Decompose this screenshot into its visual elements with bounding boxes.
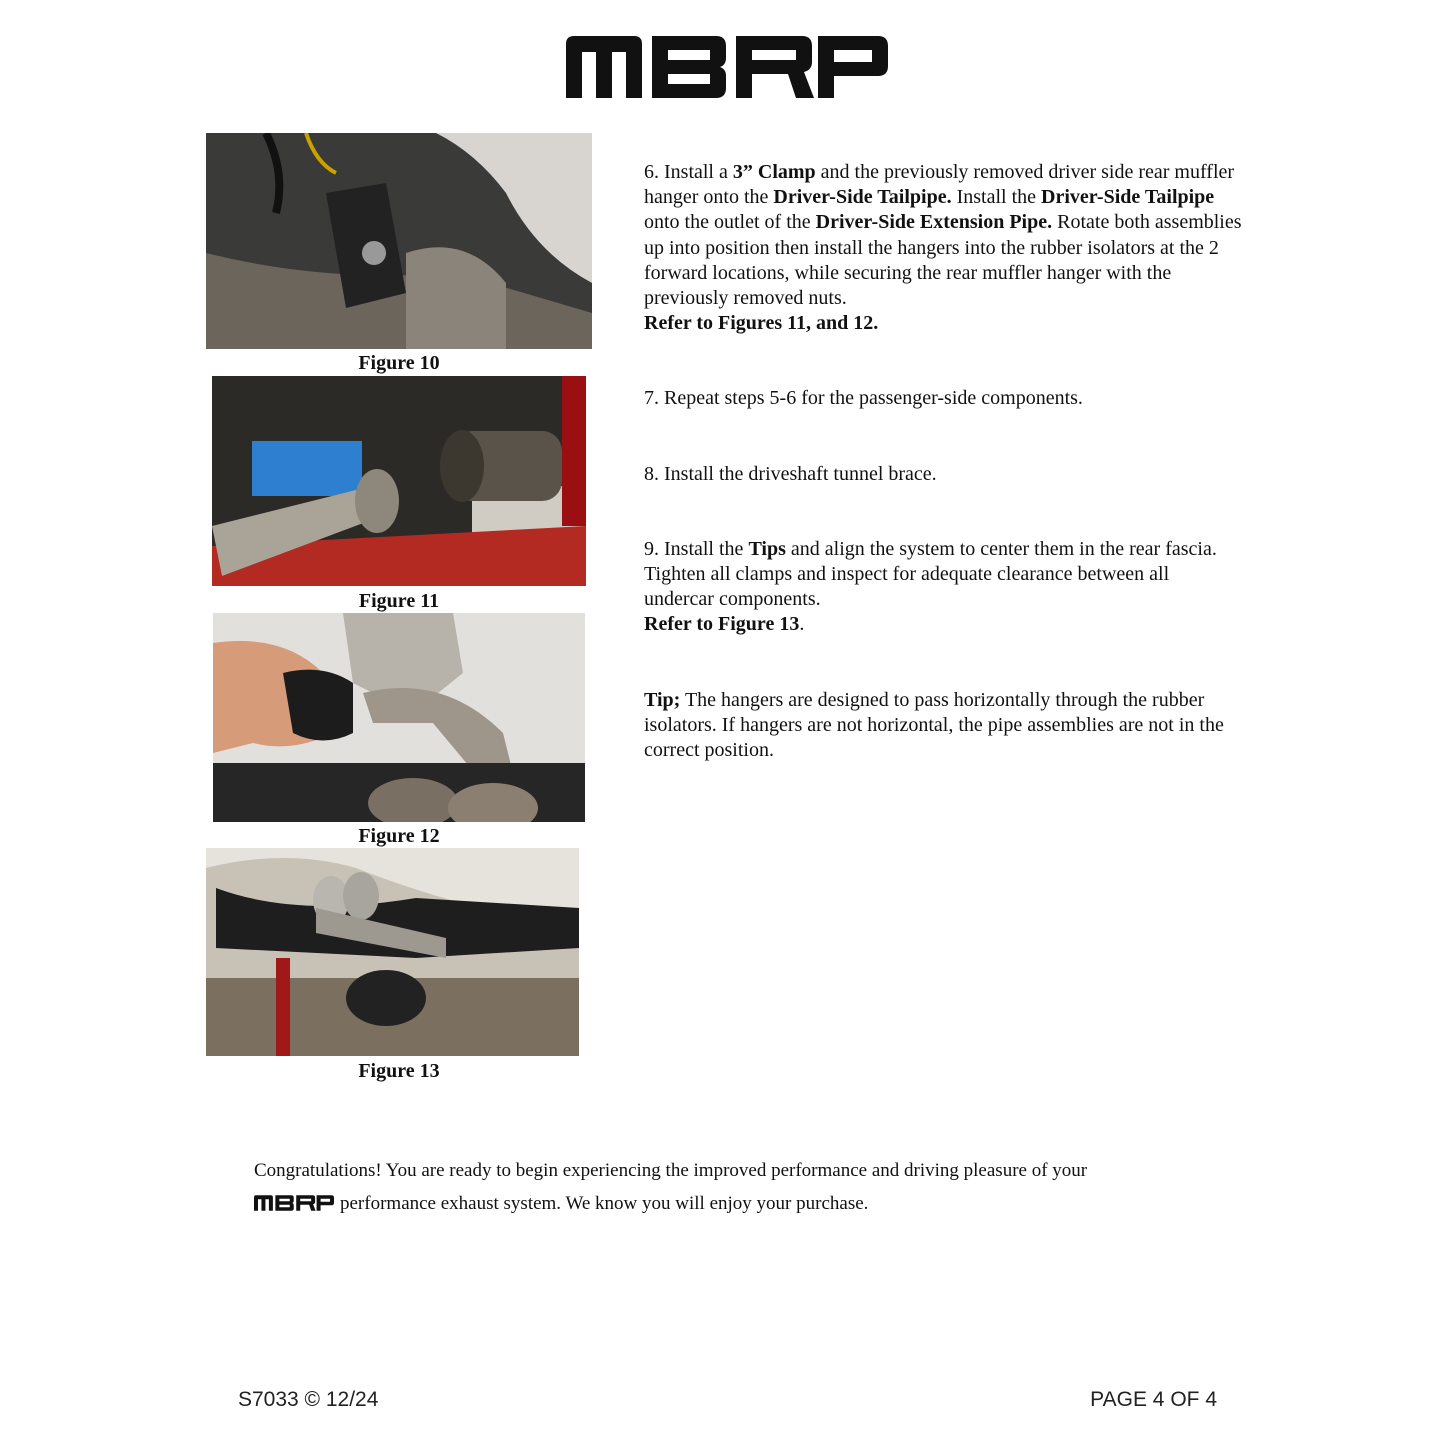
figure-13-photo — [206, 848, 579, 1056]
closing-line-1: Congratulations! You are ready to begin experiencing the improved performance and driving pleasure of your — [254, 1160, 1088, 1181]
figure-11-caption: Figure 11 — [358, 590, 440, 612]
closing-line-2: performance exhaust system. We know you will enjoy your purchase. — [254, 1187, 1214, 1220]
figure-11-photo — [212, 376, 586, 586]
step-6: 6. Install a 3” Clamp and the previously removed driver side rear muffler hanger onto the Driver-Side Tailpipe. Install the Driver-Side Tailpipe onto the outlet of the Driver-Side Extension Pipe. Rotate both assemblies up into position then install the hangers into the rubber isolators at the 2 forward locations, while securing the rear muffler hanger with the previously removed nuts. Refer to Figures 11, and 12. — [644, 161, 1242, 335]
closing-message — [254, 1154, 1214, 1220]
footer-page-number: PAGE 4 OF 4 — [1090, 1388, 1217, 1411]
mbrp-logo — [566, 36, 888, 98]
figure-10-photo — [206, 133, 592, 349]
step-9-reference: Refer to Figure 13 — [644, 613, 800, 636]
step-8: 8. Install the driveshaft tunnel brace. — [644, 462, 937, 485]
step-7: 7. Repeat steps 5-6 for the passenger-side components. — [644, 387, 1083, 410]
tip-note: Tip; The hangers are designed to pass horizontally through the rubber isolators. If hangers are not horizontal, the pipe assemblies are not in the correct position. — [644, 688, 1224, 762]
figure-12-caption: Figure 12 — [358, 825, 440, 847]
step-6-reference: Refer to Figures 11, and 12. — [644, 312, 879, 335]
step-9: 9. Install the Tips and align the system to center them in the rear fascia. Tighten all clamps and inspect for adequate clearance between all undercar components. Refer to Figure 13. — [644, 537, 1217, 636]
figure-12-photo — [213, 613, 585, 822]
figure-13-caption: Figure 13 — [358, 1060, 440, 1082]
footer-doc-id: S7033 © 12/24 — [238, 1388, 379, 1411]
mbrp-mini-logo — [254, 1195, 334, 1211]
instruction-steps — [644, 160, 1244, 763]
figure-10-caption: Figure 10 — [358, 352, 440, 374]
